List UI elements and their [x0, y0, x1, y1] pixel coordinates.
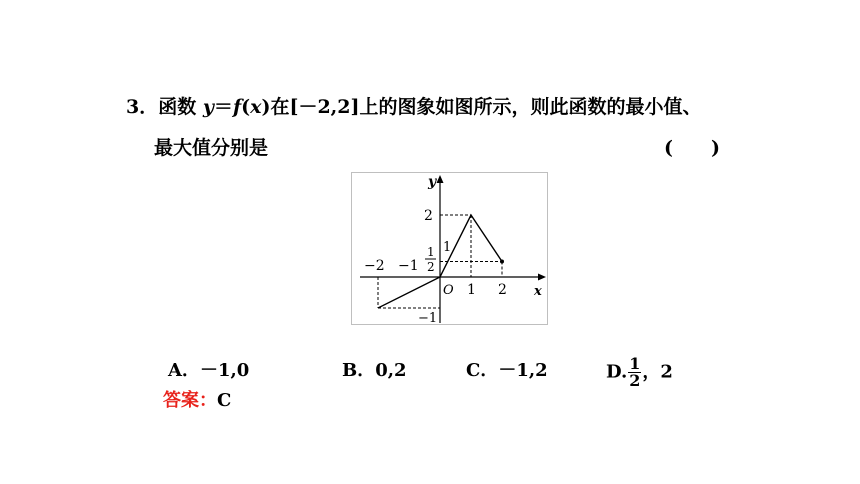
option-d-suffix: ，2 [642, 361, 673, 383]
tick-y-half-den: 2 [427, 260, 435, 274]
y-axis-label: y [428, 174, 437, 190]
option-d-prefix: D. [606, 361, 628, 383]
func-f: f [232, 96, 242, 118]
equals-sign: ＝ [213, 96, 233, 118]
question-line-2: 最大值分别是 [154, 137, 269, 159]
question-line-1 [126, 92, 702, 119]
x-axis-arrow [538, 274, 546, 281]
question-number: 3 [126, 96, 140, 118]
tick-x-1: 1 [467, 282, 476, 298]
paren-close: ) [261, 96, 271, 118]
tick-x-neg2: −2 [364, 258, 385, 274]
x-axis-label: x [534, 284, 542, 299]
option-b: B．0,2 [342, 360, 407, 381]
tick-y-neg1: −1 [418, 311, 438, 324]
option-d-fraction [628, 356, 641, 389]
option-d-denominator: 2 [629, 371, 641, 390]
var-x: x [250, 96, 262, 118]
answer-value: C [217, 390, 232, 411]
endpoint-dot [500, 260, 504, 264]
option-d-numerator: 1 [629, 354, 641, 373]
tick-y-1: 1 [443, 240, 452, 255]
graph-svg [352, 173, 547, 324]
tick-x-neg1: −1 [398, 258, 419, 274]
answer-label: 答案： [163, 390, 217, 411]
y-axis-arrow [437, 175, 444, 183]
tick-x-2: 2 [498, 282, 507, 298]
question-text-a: 函数 [158, 96, 203, 118]
question-text-b: 在[－2,2]上的图象如图所示，则此函数的最小值、 [270, 96, 702, 118]
var-y: y [202, 96, 214, 118]
option-a: A．－1,0 [168, 360, 250, 381]
answer-blank: ( ) [664, 137, 720, 159]
question-separator: ． [139, 96, 159, 118]
option-d [606, 356, 673, 389]
function-graph [351, 172, 548, 325]
origin-label: O [443, 283, 454, 298]
paren-open: ( [241, 96, 251, 118]
tick-y-2: 2 [424, 208, 433, 224]
answer-line [163, 386, 231, 412]
option-c: C．－1,2 [466, 360, 548, 381]
tick-y-half-num: 1 [427, 245, 435, 259]
